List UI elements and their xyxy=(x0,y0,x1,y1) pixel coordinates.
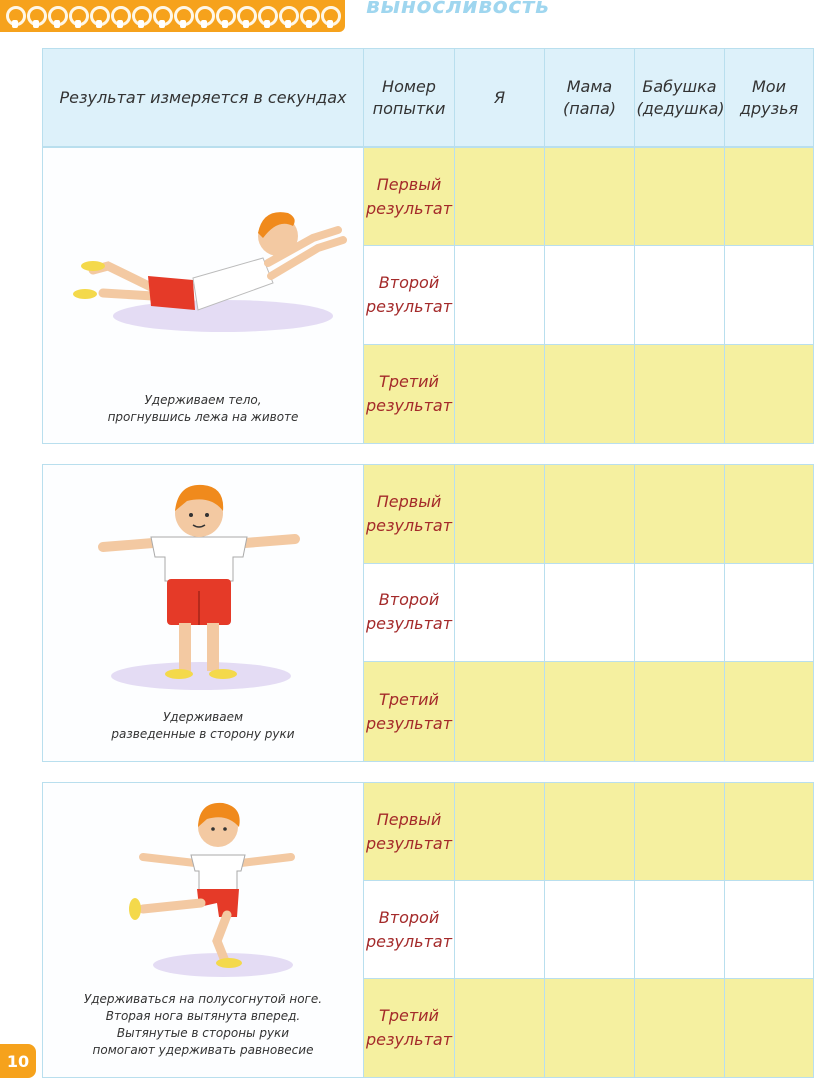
result-cell-parent[interactable] xyxy=(545,564,635,663)
spiral-hole-icon xyxy=(264,20,270,28)
result-cell-grandparent[interactable] xyxy=(635,783,725,881)
attempt-label: Второй результат xyxy=(364,881,455,979)
header-friends-label: Мои друзья xyxy=(739,76,799,118)
exercise-block-1 xyxy=(42,148,814,444)
result-cell-friends[interactable] xyxy=(725,783,813,881)
result-cell-parent[interactable] xyxy=(545,979,635,1077)
exercise-3-caption-line-2: Вторая нога вытянута вперед. xyxy=(105,1009,301,1023)
result-cell-parent[interactable] xyxy=(545,465,635,564)
spiral-binding-decoration xyxy=(0,0,345,32)
exercise-block-2 xyxy=(42,464,814,762)
result-cell-me[interactable] xyxy=(455,979,545,1077)
result-cell-me[interactable] xyxy=(455,345,545,443)
spiral-hole-icon xyxy=(222,20,228,28)
result-cell-grandparent[interactable] xyxy=(635,345,725,443)
result-cell-grandparent[interactable] xyxy=(635,881,725,979)
result-cell-grandparent[interactable] xyxy=(635,465,725,564)
table-header xyxy=(42,48,814,148)
table-row xyxy=(43,246,813,344)
result-cell-me[interactable] xyxy=(455,148,545,246)
result-cell-parent[interactable] xyxy=(545,881,635,979)
attempt-label: Первый результат xyxy=(364,148,455,246)
table-row xyxy=(43,881,813,979)
result-cell-friends[interactable] xyxy=(725,148,813,246)
table-row xyxy=(43,148,813,246)
page-number: 10 xyxy=(0,1044,36,1078)
result-cell-friends[interactable] xyxy=(725,662,813,761)
spiral-hole-icon xyxy=(327,20,333,28)
section-title: выносливость xyxy=(366,0,550,19)
result-cell-grandparent[interactable] xyxy=(635,564,725,663)
result-cell-friends[interactable] xyxy=(725,345,813,443)
table-row xyxy=(43,564,813,663)
spiral-hole-icon xyxy=(75,20,81,28)
result-cell-friends[interactable] xyxy=(725,465,813,564)
attempt-label: Первый результат xyxy=(364,465,455,564)
exercise-2-caption-line-1: Удерживаем xyxy=(162,710,244,724)
result-cell-grandparent[interactable] xyxy=(635,148,725,246)
result-cell-grandparent[interactable] xyxy=(635,979,725,1077)
header-attempt xyxy=(364,49,455,147)
result-cell-parent[interactable] xyxy=(545,345,635,443)
exercise-3-caption-line-1: Удерживаться на полусогнутой ноге. xyxy=(83,992,323,1006)
result-cell-grandparent[interactable] xyxy=(635,662,725,761)
spiral-hole-icon xyxy=(12,20,18,28)
header-friends xyxy=(725,49,813,147)
result-cell-parent[interactable] xyxy=(545,783,635,881)
exercise-1-caption-line-1: Удерживаем тело, xyxy=(144,393,262,407)
exercise-3-caption-line-4: помогают удерживать равновесие xyxy=(92,1043,314,1057)
attempt-label: Второй результат xyxy=(364,246,455,344)
table-row xyxy=(43,465,813,564)
result-cell-parent[interactable] xyxy=(545,246,635,344)
spiral-hole-icon xyxy=(243,20,249,28)
header-measure: Результат измеряется в секундах xyxy=(43,49,364,147)
result-cell-grandparent[interactable] xyxy=(635,246,725,344)
result-cell-friends[interactable] xyxy=(725,246,813,344)
header-grandparent xyxy=(635,49,725,147)
attempt-label: Третий результат xyxy=(364,345,455,443)
result-cell-me[interactable] xyxy=(455,783,545,881)
result-cell-friends[interactable] xyxy=(725,979,813,1077)
header-parent-label: Мама (папа) xyxy=(562,76,616,118)
spiral-hole-icon xyxy=(159,20,165,28)
header-grandparent-label: Бабушка (дедушка) xyxy=(636,76,725,118)
spiral-hole-icon xyxy=(138,20,144,28)
header-me: Я xyxy=(455,49,545,147)
attempt-label: Второй результат xyxy=(364,564,455,663)
table-row xyxy=(43,662,813,761)
spiral-hole-icon xyxy=(117,20,123,28)
attempt-label: Третий результат xyxy=(364,662,455,761)
spiral-hole-icon xyxy=(33,20,39,28)
result-cell-me[interactable] xyxy=(455,246,545,344)
spiral-hole-icon xyxy=(54,20,60,28)
result-cell-me[interactable] xyxy=(455,881,545,979)
attempt-label: Третий результат xyxy=(364,979,455,1077)
spiral-hole-icon xyxy=(201,20,207,28)
result-cell-friends[interactable] xyxy=(725,564,813,663)
exercise-block-3 xyxy=(42,782,814,1078)
table-row xyxy=(43,783,813,881)
spiral-hole-icon xyxy=(306,20,312,28)
result-cell-parent[interactable] xyxy=(545,662,635,761)
table-row xyxy=(43,345,813,443)
spiral-hole-icon xyxy=(96,20,102,28)
attempt-label: Первый результат xyxy=(364,783,455,881)
result-cell-me[interactable] xyxy=(455,564,545,663)
spiral-hole-icon xyxy=(180,20,186,28)
exercise-3-caption-line-3: Вытянутые в стороны руки xyxy=(116,1026,290,1040)
result-cell-friends[interactable] xyxy=(725,881,813,979)
result-cell-me[interactable] xyxy=(455,465,545,564)
table-row xyxy=(43,979,813,1077)
spiral-hole-icon xyxy=(285,20,291,28)
header-parent xyxy=(545,49,635,147)
exercise-2-caption-line-2: разведенные в сторону руки xyxy=(111,727,295,741)
result-cell-parent[interactable] xyxy=(545,148,635,246)
header-attempt-label: Номер попытки xyxy=(372,76,446,118)
exercise-1-caption-line-2: прогнувшись лежа на животе xyxy=(107,410,299,424)
result-cell-me[interactable] xyxy=(455,662,545,761)
